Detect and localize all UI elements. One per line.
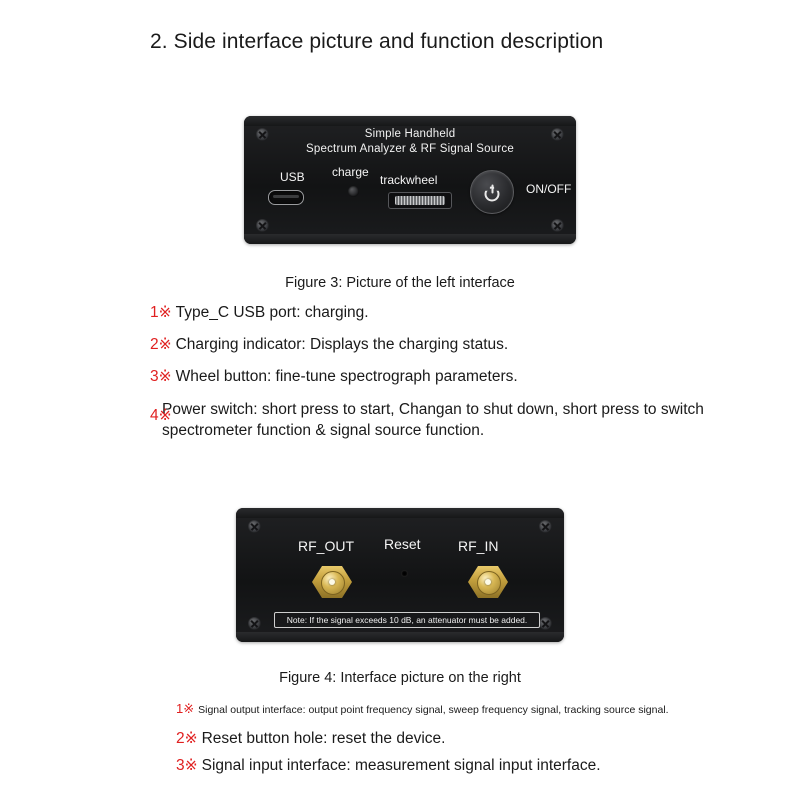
list-item	[150, 367, 518, 388]
screw-bottom-left	[256, 219, 269, 232]
power-button[interactable]	[470, 170, 514, 214]
usb-label: USB	[280, 170, 305, 184]
device-bottom-edge	[236, 632, 564, 642]
screw-bottom-left	[248, 617, 261, 630]
list-item	[176, 729, 445, 750]
device-title-line-2: Spectrum Analyzer & RF Signal Source	[306, 143, 514, 155]
reset-label: Reset	[384, 536, 421, 552]
list-item	[150, 335, 508, 356]
list-marker: 2※	[176, 730, 198, 747]
device-top-edge	[236, 508, 564, 518]
screw-bottom-right	[539, 617, 552, 630]
list-item-text: Charging indicator: Displays the charging status.	[175, 336, 509, 353]
rf-in-label: RF_IN	[458, 538, 499, 554]
sma-center-pin	[329, 579, 335, 585]
rf-out-connector[interactable]	[312, 562, 352, 602]
trackwheel-knurl	[395, 196, 445, 205]
trackwheel-label: trackwheel	[380, 173, 438, 187]
device-bottom-edge	[244, 234, 576, 244]
list-marker: 4※	[150, 407, 172, 424]
list-item	[150, 400, 710, 442]
list-marker: 1※	[150, 304, 172, 321]
list-marker: 3※	[176, 757, 198, 774]
device-right-interface	[236, 508, 564, 642]
usb-c-port[interactable]	[268, 190, 304, 205]
device-top-edge	[244, 116, 576, 126]
list-item	[176, 756, 601, 777]
list-marker: 1※	[176, 701, 195, 716]
sma-center-pin	[485, 579, 491, 585]
list-marker: 3※	[150, 368, 172, 385]
list-item-text: Signal input interface: measurement signal input interface.	[201, 757, 601, 774]
list-item-text: Power switch: short press to start, Changan to shut down, short press to switch spectrometer function & signal source function.	[162, 401, 704, 439]
charge-label: charge	[332, 165, 369, 179]
figure-3-caption: Figure 3: Picture of the left interface	[285, 275, 515, 291]
attenuator-note: Note: If the signal exceeds 10 dB, an attenuator must be added.	[274, 612, 540, 628]
list-item-text: Reset button hole: reset the device.	[201, 730, 446, 747]
device-left-interface	[244, 116, 576, 244]
list-item-text: Wheel button: fine-tune spectrograph parameters.	[175, 368, 518, 385]
screw-top-left	[248, 520, 261, 533]
page-title: 2. Side interface picture and function description	[150, 30, 604, 53]
list-item-text: Type_C USB port: charging.	[175, 304, 369, 321]
figure-4-caption: Figure 4: Interface picture on the right	[279, 670, 521, 686]
screw-bottom-right	[551, 219, 564, 232]
charge-indicator-led	[348, 186, 359, 197]
list-item-text: Signal output interface: output point frequency signal, sweep frequency signal, tracking source signal.	[198, 704, 669, 716]
reset-button-hole[interactable]	[401, 570, 408, 577]
onoff-label: ON/OFF	[526, 182, 572, 196]
trackwheel[interactable]	[388, 192, 452, 209]
screw-top-right	[539, 520, 552, 533]
list-item	[176, 700, 669, 718]
device-title-line-1: Simple Handheld	[364, 128, 456, 140]
rf-out-label: RF_OUT	[298, 538, 354, 554]
rf-in-connector[interactable]	[468, 562, 508, 602]
list-marker: 2※	[150, 336, 172, 353]
list-item	[150, 303, 369, 324]
power-icon	[485, 185, 500, 200]
